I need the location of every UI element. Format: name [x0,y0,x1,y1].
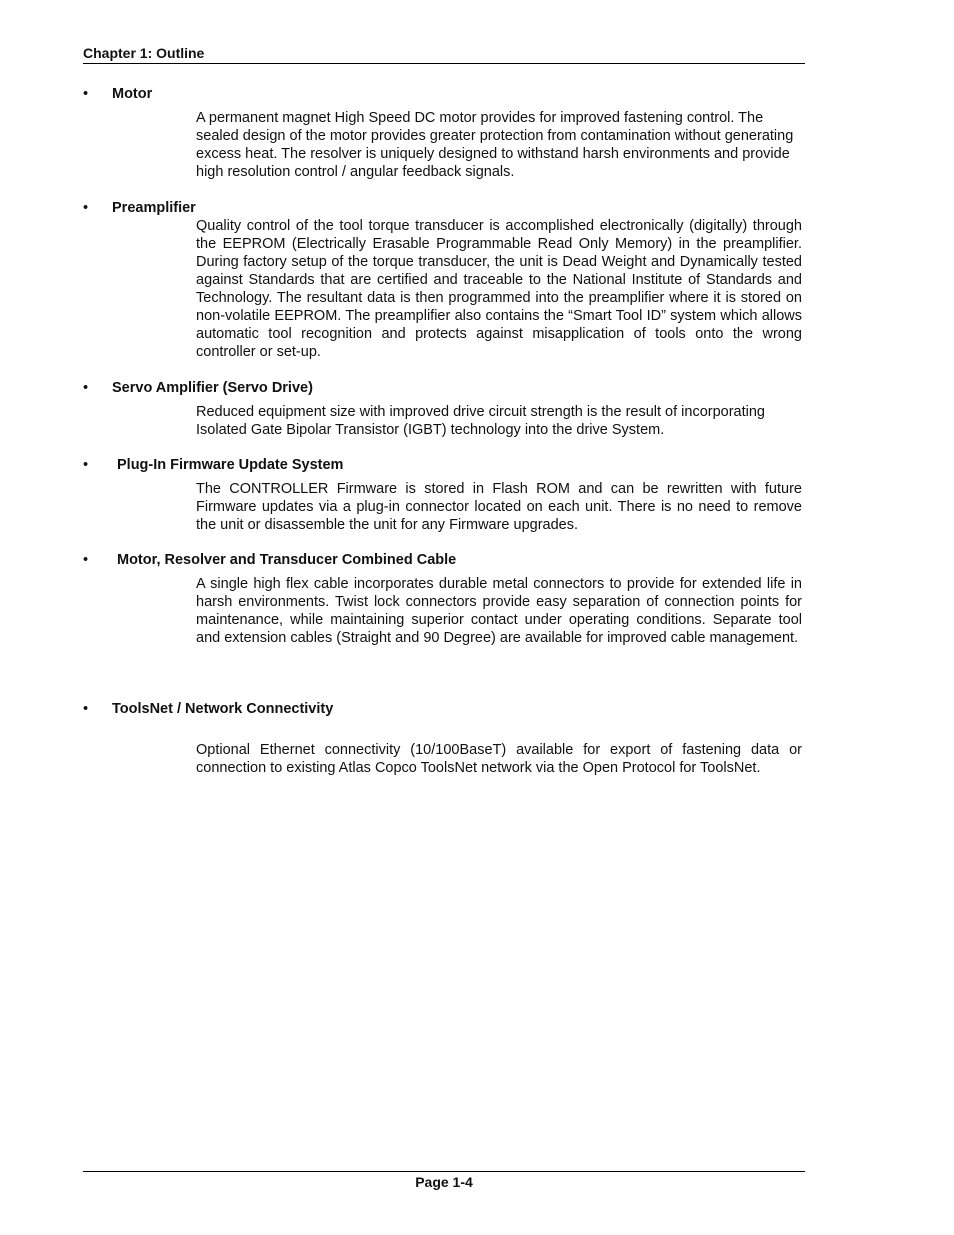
section-title: ToolsNet / Network Connectivity [112,701,334,717]
section-body: Reduced equipment size with improved drive circuit strength is the result of incorporating Isolated Gate Bipolar Transistor (IGBT) technology into the drive System. [196,404,765,438]
section-firmware-update [83,456,805,534]
bullet-icon: • [83,552,89,568]
section-title: Plug-In Firmware Update System [117,457,344,473]
section-toolsnet [83,700,805,777]
bullet-icon: • [83,200,89,216]
section-title: Motor [112,86,153,102]
section-title: Motor, Resolver and Transducer Combined Cable [117,552,457,568]
section-preamplifier [83,199,805,361]
page-number: Page 1-4 [415,1174,473,1190]
chapter-title: Chapter 1: Outline [83,45,205,61]
section-body: A permanent magnet High Speed DC motor provides for improved fastening control. The sealed design of the motor provides greater protection from contamination without generating excess heat. The resolver is uniquely designed to withstand harsh environments and provide high resolution control / angular feedback signals. [196,110,794,180]
section-title: Preamplifier [112,200,196,216]
bullet-icon: • [83,380,89,396]
bullet-icon: • [83,86,89,102]
section-body: A single high flex cable incorporates durable metal connectors to provide for extended life in harsh environments. Twist lock connectors provide easy separation of connection points for maintenance, while maintaining superior contact under operating conditions. Separate tool and extension cables (Straight and 90 Degree) are available for improved cable management. [196,576,802,646]
section-body: The CONTROLLER Firmware is stored in Flash ROM and can be rewritten with future Firmware updates via a plug-in connector located on each unit. There is no need to remove the unit or disassemble the unit for any Firmware upgrades. [196,481,802,533]
section-combined-cable [83,551,805,647]
section-title: Servo Amplifier (Servo Drive) [112,380,313,396]
section-body: Quality control of the tool torque transducer is accomplished electronically (digitally) through the EEPROM (Electrically Erasable Programmable Read Only Memory) in the preamplifier. During factory setup of the torque transducer, the unit is Dead Weight and Dynamically tested against Standards that are certified and traceable to the National Institute of Standards and Technology. The resultant data is then programmed into the preamplifier where it is stored on non-volatile EEPROM. The preamplifier also contains the “Smart Tool ID” system which allows automatic tool recognition and protects against misapplication of tools onto the wrong controller or set-up. [196,218,802,360]
section-motor [83,85,805,181]
page-header [83,44,805,64]
section-servo-amplifier [83,379,805,439]
bullet-icon: • [83,457,89,473]
bullet-icon: • [83,701,89,717]
section-body: Optional Ethernet connectivity (10/100BaseT) available for export of fastening data or connection to existing Atlas Copco ToolsNet network via the Open Protocol for ToolsNet. [196,742,802,776]
page-footer [83,1171,805,1190]
